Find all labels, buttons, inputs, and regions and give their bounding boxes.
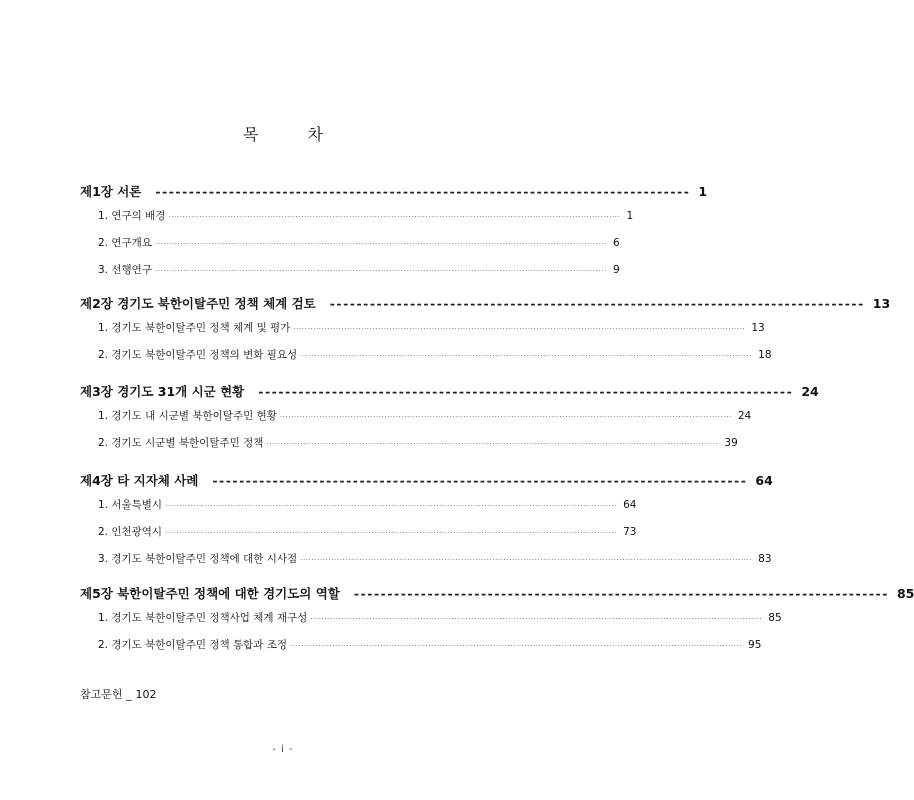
chapter-title: 제5장 북한이탈주민 정책에 대한 경기도의 역할 [80,586,340,601]
toc-entry-section-5-2[interactable] [98,637,762,652]
toc-entry-section-5-1[interactable] [98,610,782,625]
section-title: 2. 인천광역시 [98,526,163,538]
toc-entry-section-4-2[interactable] [98,524,637,539]
chapter-title: 제1장 서론 [80,184,142,199]
section-page-number: 39 [724,437,738,449]
section-title: 1. 서울특별시 [98,499,163,511]
section-page-number: 24 [737,410,752,422]
dot-leader: ································································································································································ [165,529,618,537]
section-page-number: 9 [612,264,620,276]
toc-entry-chapter-5[interactable] [80,584,914,602]
section-page-number: 95 [748,639,762,651]
dot-leader: ································································································································································ [290,642,743,650]
dot-leader: ································································································································································ [168,213,621,221]
toc-entry-chapter-1[interactable] [80,182,708,200]
toc-title: 목 차 [243,125,345,144]
dot-leader: ································································································································································ [154,267,607,275]
section-page-number: 64 [623,499,637,511]
dash-leader: -------------------------------------------------------------------------------- [258,384,794,399]
section-page-number: 83 [758,553,772,565]
section-title: 2. 경기도 북한이탈주민 정책 통합과 조정 [98,639,287,651]
dot-leader: ································································································································································ [293,325,746,333]
toc-entry-chapter-4[interactable] [80,471,773,489]
toc-entry-section-1-3[interactable] [98,262,620,277]
section-title: 3. 선행연구 [98,264,152,276]
dot-leader: ································································································································································ [310,615,763,623]
toc-entry-chapter-3[interactable] [80,382,819,400]
section-page-number: 6 [612,237,620,249]
toc-entry-section-2-2[interactable] [98,347,772,362]
section-title: 2. 경기도 북한이탈주민 정책의 변화 필요성 [98,349,298,361]
chapter-page-number: 13 [872,296,891,311]
dot-leader: ································································································································································ [300,352,753,360]
section-page-number: 13 [751,322,765,334]
section-title: 2. 경기도 시군별 북한이탈주민 정책 [98,437,264,449]
dot-leader: ································································································································································ [300,556,753,564]
chapter-page-number: 24 [801,384,819,399]
toc-entry-section-4-3[interactable] [98,551,772,566]
dot-leader: ································································································································································ [279,413,732,421]
section-page-number: 73 [623,526,637,538]
section-title: 1. 경기도 북한이탈주민 정책사업 체계 재구성 [98,612,308,624]
toc-entry-section-3-1[interactable] [98,408,752,423]
references-page-number: 102 [135,688,157,701]
toc-entry-section-3-2[interactable] [98,435,738,450]
chapter-page-number: 1 [698,184,708,199]
section-page-number: 1 [626,210,634,222]
dash-leader: -------------------------------------------------------------------------------- [329,296,865,311]
dash-leader: -------------------------------------------------------------------------------- [353,586,889,601]
dot-leader: ································································································································································ [154,240,607,248]
section-title: 2. 연구개요 [98,237,152,249]
dash-leader: -------------------------------------------------------------------------------- [155,184,691,199]
section-title: 3. 경기도 북한이탈주민 정책에 대한 시사점 [98,553,298,565]
section-page-number: 18 [758,349,772,361]
chapter-title: 제4장 타 지자체 사례 [80,473,199,488]
toc-entry-chapter-2[interactable] [80,294,891,312]
toc-entry-references[interactable] [80,686,157,702]
toc-entry-section-1-1[interactable] [98,208,634,223]
references-label: 참고문헌 _ [80,688,132,701]
section-title: 1. 경기도 내 시군별 북한이탈주민 현황 [98,410,277,422]
chapter-title: 제3장 경기도 31개 시군 현황 [80,384,245,399]
dot-leader: ································································································································································ [165,502,618,510]
section-page-number: 85 [768,612,782,624]
chapter-title: 제2장 경기도 북한이탈주민 정책 체계 검토 [80,296,316,311]
page-footer-number: - i - [272,744,294,755]
chapter-page-number: 64 [755,473,773,488]
chapter-page-number: 85 [896,586,914,601]
toc-entry-section-1-2[interactable] [98,235,620,250]
toc-entry-section-2-1[interactable] [98,320,765,335]
section-title: 1. 연구의 배경 [98,210,166,222]
dash-leader: -------------------------------------------------------------------------------- [212,473,748,488]
dot-leader: ································································································································································ [266,440,719,448]
toc-entry-section-4-1[interactable] [98,497,637,512]
section-title: 1. 경기도 북한이탈주민 정책 체계 및 평가 [98,322,291,334]
